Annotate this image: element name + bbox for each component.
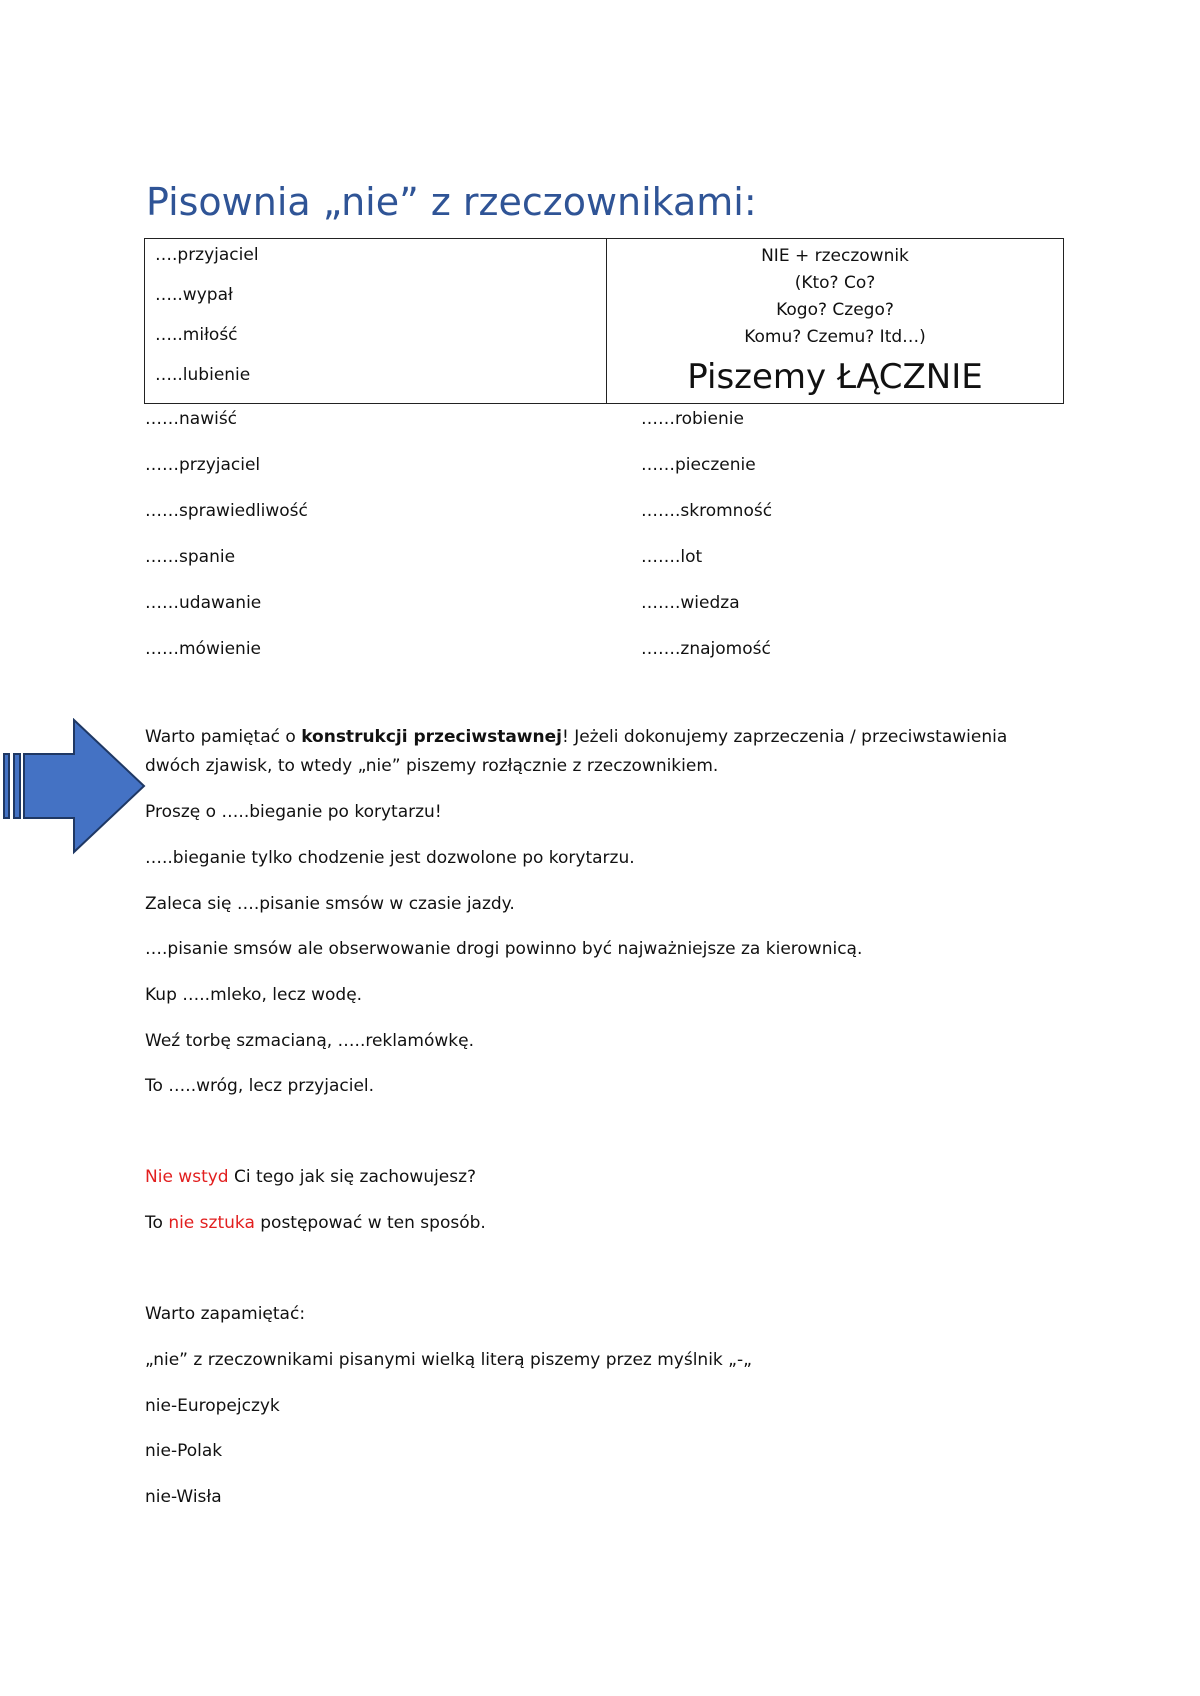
example-sentence: Kup …..mleko, lecz wodę. (145, 985, 363, 1005)
note-paragraph-line (145, 727, 1007, 747)
note-paragraph-line: dwóch zjawisk, to wtedy „nie” piszemy rozłącznie z rzeczownikiem. (145, 756, 719, 776)
exercise-column-right (641, 402, 772, 678)
exercise-item: ……udawanie (145, 593, 262, 613)
exercise-item: …….lot (641, 547, 703, 567)
remember-heading: Warto zapamiętać: (145, 1304, 306, 1324)
example-sentence: To …..wróg, lecz przyjaciel. (145, 1076, 375, 1096)
exercise-item: …….znajomość (641, 639, 771, 659)
special-text: postępować w ten sposób. (254, 1213, 486, 1233)
special-example (145, 1167, 476, 1187)
rule-line: (Kto? Co? (794, 273, 876, 293)
note-emphasis: konstrukcji przeciwstawnej (301, 727, 562, 747)
note-text: ! Jeżeli dokonujemy zaprzeczenia / przeciwstawienia (561, 727, 1008, 747)
rule-line: Kogo? Czego? (776, 300, 894, 320)
table-example: ….przyjaciel (155, 245, 259, 265)
remember-item: nie-Europejczyk (145, 1396, 280, 1416)
exercise-item: ……nawiść (145, 409, 238, 429)
exercise-item: ……sprawiedliwość (145, 501, 308, 521)
special-text: To (145, 1213, 169, 1233)
rule-table (144, 238, 1064, 404)
remember-item: nie-Polak (145, 1441, 223, 1461)
example-sentence: Proszę o …..bieganie po korytarzu! (145, 802, 442, 822)
exercise-item: …….skromność (641, 501, 773, 521)
rule-line: NIE + rzeczownik (761, 246, 909, 266)
page-title: Pisownia „nie” z rzeczownikami: (146, 180, 757, 224)
example-sentence: …..bieganie tylko chodzenie jest dozwolone po korytarzu. (145, 848, 635, 868)
highlight-red: nie sztuka (168, 1213, 255, 1233)
note-text: Warto pamiętać o (145, 727, 302, 747)
exercise-item: ……przyjaciel (145, 455, 261, 475)
special-text: Ci tego jak się zachowujesz? (228, 1167, 477, 1187)
highlight-red: Nie wstyd (145, 1167, 229, 1187)
rule-table-rule (607, 239, 1064, 404)
exercise-item: ……robienie (641, 409, 744, 429)
remember-item: nie-Wisła (145, 1487, 222, 1507)
rule-headline: Piszemy ŁĄCZNIE (687, 357, 983, 397)
rule-table-examples (145, 239, 607, 404)
example-sentence: Zaleca się ….pisanie smsów w czasie jazdy. (145, 894, 515, 914)
example-sentence: ….pisanie smsów ale obserwowanie drogi powinno być najważniejsze za kierownicą. (145, 939, 863, 959)
table-example: …..lubienie (155, 365, 251, 385)
exercise-item: ……spanie (145, 547, 236, 567)
exercise-column-left (145, 402, 308, 678)
table-example: …..wypał (155, 285, 233, 305)
arrow-right-icon (0, 718, 150, 856)
exercise-item: ……mówienie (145, 639, 262, 659)
remember-rule: „nie” z rzeczownikami pisanymi wielką literą piszemy przez myślnik „-„ (145, 1350, 752, 1370)
exercise-item: …….wiedza (641, 593, 740, 613)
rule-line: Komu? Czemu? Itd…) (744, 327, 926, 347)
example-sentence: Weź torbę szmacianą, …..reklamówkę. (145, 1031, 474, 1051)
special-example (145, 1213, 486, 1233)
table-example: …..miłość (155, 325, 238, 345)
exercise-item: ……pieczenie (641, 455, 756, 475)
